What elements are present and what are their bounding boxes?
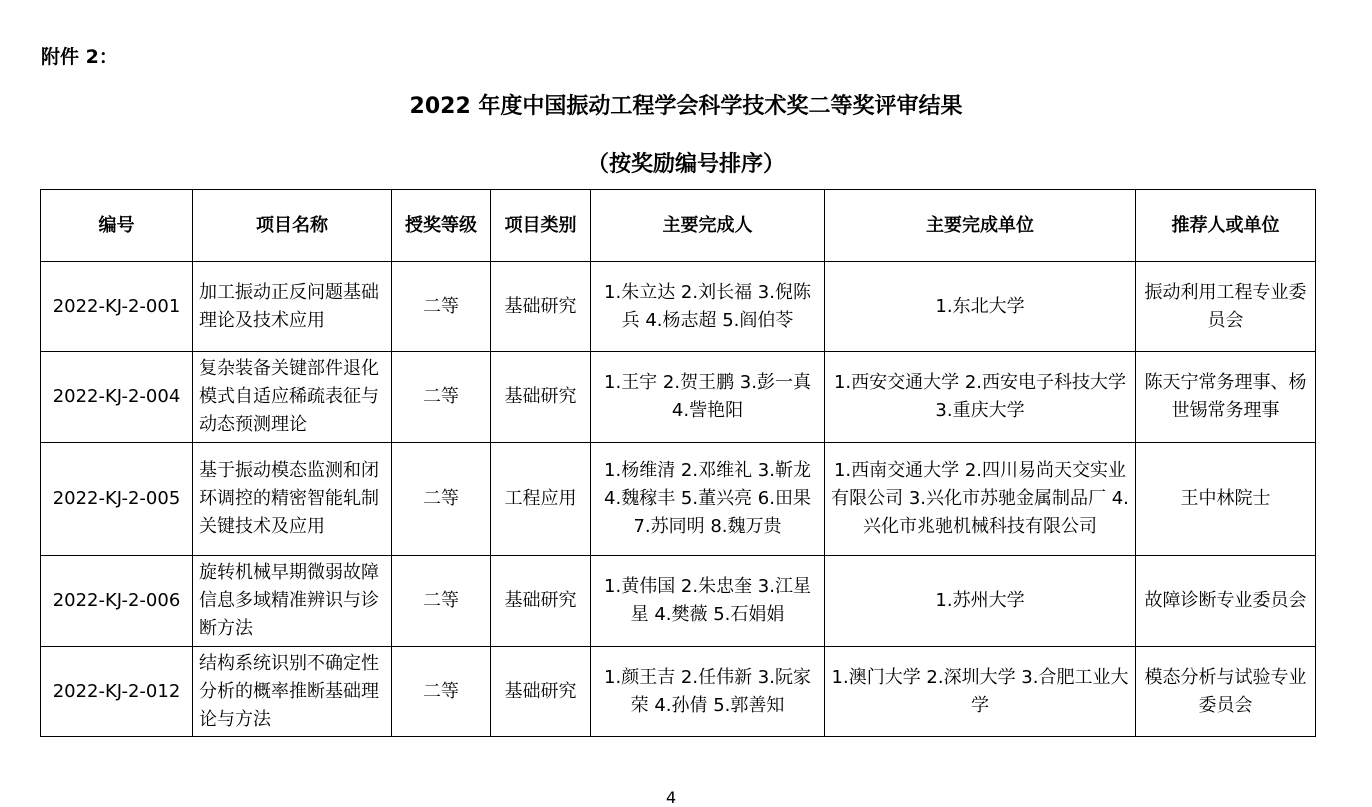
table-row bbox=[41, 443, 1316, 556]
page-subtitle: （按奖励编号排序） bbox=[586, 152, 785, 177]
cell-id: 2022-KJ-2-012 bbox=[41, 647, 193, 737]
header-project-name: 项目名称 bbox=[193, 190, 392, 262]
header-id: 编号 bbox=[41, 190, 193, 262]
cell-award-level: 二等 bbox=[392, 647, 491, 737]
cell-project-category: 基础研究 bbox=[491, 647, 591, 737]
cell-id: 2022-KJ-2-004 bbox=[41, 352, 193, 443]
cell-id: 2022-KJ-2-006 bbox=[41, 556, 193, 647]
attachment-label: 附件 2： bbox=[41, 46, 118, 68]
table-row bbox=[41, 262, 1316, 352]
page-title: 2022 年度中国振动工程学会科学技术奖二等奖评审结果 bbox=[409, 94, 963, 119]
cell-main-units: 1.东北大学 bbox=[825, 262, 1136, 352]
cell-main-contributors: 1.黄伟国 2.朱忠奎 3.江星星 4.樊薇 5.石娟娟 bbox=[591, 556, 825, 647]
cell-recommender: 故障诊断专业委员会 bbox=[1136, 556, 1316, 647]
cell-project-category: 基础研究 bbox=[491, 262, 591, 352]
table-row bbox=[41, 556, 1316, 647]
cell-project-name: 结构系统识别不确定性分析的概率推断基础理论与方法 bbox=[193, 647, 392, 737]
cell-main-units: 1.西安交通大学 2.西安电子科技大学 3.重庆大学 bbox=[825, 352, 1136, 443]
cell-award-level: 二等 bbox=[392, 443, 491, 556]
header-main-contributors: 主要完成人 bbox=[591, 190, 825, 262]
cell-recommender: 模态分析与试验专业委员会 bbox=[1136, 647, 1316, 737]
header-project-category: 项目类别 bbox=[491, 190, 591, 262]
cell-project-name: 复杂装备关键部件退化模式自适应稀疏表征与动态预测理论 bbox=[193, 352, 392, 443]
cell-main-units: 1.苏州大学 bbox=[825, 556, 1136, 647]
results-table bbox=[40, 189, 1316, 737]
cell-award-level: 二等 bbox=[392, 352, 491, 443]
cell-main-contributors: 1.颜王吉 2.任伟新 3.阮家荣 4.孙倩 5.郭善知 bbox=[591, 647, 825, 737]
cell-main-units: 1.澳门大学 2.深圳大学 3.合肥工业大学 bbox=[825, 647, 1136, 737]
cell-main-contributors: 1.杨维清 2.邓维礼 3.靳龙 4.魏稼丰 5.董兴亮 6.田果 7.苏同明 8.魏万贵 bbox=[591, 443, 825, 556]
header-award-level: 授奖等级 bbox=[392, 190, 491, 262]
table-row bbox=[41, 352, 1316, 443]
cell-award-level: 二等 bbox=[392, 556, 491, 647]
cell-main-units: 1.西南交通大学 2.四川易尚天交实业有限公司 3.兴化市苏驰金属制品厂 4.兴化市兆驰机械科技有限公司 bbox=[825, 443, 1136, 556]
cell-project-category: 基础研究 bbox=[491, 352, 591, 443]
page-number: 4 bbox=[666, 788, 677, 807]
cell-recommender: 振动利用工程专业委员会 bbox=[1136, 262, 1316, 352]
cell-project-name: 基于振动模态监测和闭环调控的精密智能轧制关键技术及应用 bbox=[193, 443, 392, 556]
cell-main-contributors: 1.王宇 2.贺王鹏 3.彭一真 4.訾艳阳 bbox=[591, 352, 825, 443]
cell-project-name: 旋转机械早期微弱故障信息多域精准辨识与诊断方法 bbox=[193, 556, 392, 647]
table-header-row bbox=[41, 190, 1316, 262]
cell-id: 2022-KJ-2-005 bbox=[41, 443, 193, 556]
cell-project-name: 加工振动正反问题基础理论及技术应用 bbox=[193, 262, 392, 352]
header-main-units: 主要完成单位 bbox=[825, 190, 1136, 262]
table-row bbox=[41, 647, 1316, 737]
cell-recommender: 王中林院士 bbox=[1136, 443, 1316, 556]
cell-id: 2022-KJ-2-001 bbox=[41, 262, 193, 352]
cell-award-level: 二等 bbox=[392, 262, 491, 352]
cell-recommender: 陈天宁常务理事、杨世锡常务理事 bbox=[1136, 352, 1316, 443]
header-recommender: 推荐人或单位 bbox=[1136, 190, 1316, 262]
cell-project-category: 基础研究 bbox=[491, 556, 591, 647]
cell-project-category: 工程应用 bbox=[491, 443, 591, 556]
cell-main-contributors: 1.朱立达 2.刘长福 3.倪陈兵 4.杨志超 5.阎伯苓 bbox=[591, 262, 825, 352]
